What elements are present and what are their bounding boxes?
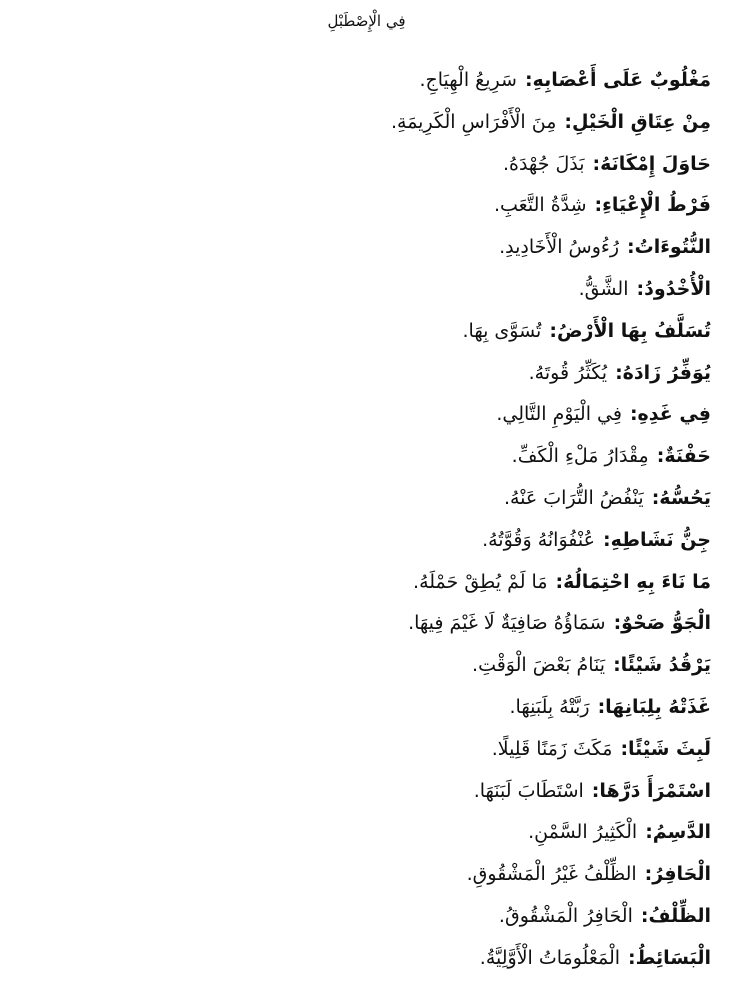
glossary-term: اسْتَمْرَأَ دَرَّهَا: xyxy=(591,779,711,802)
glossary-term: حَاوَلَ إِمْكَانَهُ: xyxy=(592,152,711,175)
glossary-definition: سَمَاؤُهُ صَافِيَةٌ لَا غَيْمَ فِيهَا. xyxy=(408,612,606,635)
glossary-entry xyxy=(21,854,711,896)
glossary-entry xyxy=(21,311,711,353)
glossary-definition: يُكَثِّرُ قُوتَهُ. xyxy=(528,361,608,384)
glossary-list xyxy=(21,60,711,980)
glossary-definition: الْكَثِيرُ السَّمْنِ. xyxy=(528,821,638,844)
glossary-definition: الشَّقُّ. xyxy=(578,277,629,300)
glossary-entry xyxy=(21,812,711,854)
glossary-term: الْبَسَائِطُ: xyxy=(628,946,711,969)
glossary-definition: الْمَعْلُومَاتُ الْأَوَّلِيَّةُ. xyxy=(479,946,621,969)
glossary-definition: رُءُوسُ الْأَخَادِيدِ. xyxy=(499,236,619,259)
glossary-term: الْأُخْدُودُ: xyxy=(636,277,711,300)
glossary-entry xyxy=(21,102,711,144)
glossary-definition: مَكَثَ زَمَنًا قَلِيلًا. xyxy=(491,737,613,760)
glossary-entry xyxy=(21,938,711,980)
glossary-term: الظِّلْفُ: xyxy=(640,904,711,927)
glossary-entry xyxy=(21,144,711,186)
glossary-entry xyxy=(21,520,711,562)
glossary-definition: رَبَّتْهُ بِلَبَنِهَا. xyxy=(509,695,590,718)
glossary-term: فِي غَدِهِ: xyxy=(629,403,711,426)
glossary-entry xyxy=(21,687,711,729)
glossary-definition: سَرِيعُ الْهِيَاجِ. xyxy=(419,69,517,91)
glossary-entry xyxy=(21,771,711,813)
glossary-definition: مَا لَمْ يُطِقْ حَمْلَهُ. xyxy=(413,570,548,593)
glossary-entry xyxy=(21,729,711,771)
glossary-definition: يَنَامُ بَعْضَ الْوَقْتِ. xyxy=(472,654,606,677)
glossary-definition: الظِّلْفُ غَيْرُ الْمَشْقُوقِ. xyxy=(466,863,637,886)
glossary-term: يُوَفِّرُ زَادَهُ: xyxy=(615,361,711,384)
glossary-term: تُسَلَّفُ بِهَا الْأَرْضُ: xyxy=(549,319,711,342)
glossary-term: لَبِثَ شَيْئًا: xyxy=(620,737,711,760)
glossary-term: يَحُسُّهُ: xyxy=(651,486,711,509)
glossary-term: النُّتُوءَاتُ: xyxy=(627,236,711,259)
glossary-term: الْجَوُّ صَحْوٌ: xyxy=(613,612,711,635)
glossary-definition: بَذَلَ جُهْدَهُ. xyxy=(502,152,585,175)
glossary-entry xyxy=(21,478,711,520)
glossary-term: جِنُّ نَشَاطِهِ: xyxy=(602,528,711,551)
glossary-definition: اسْتَطَابَ لَبَنَهَا. xyxy=(473,779,584,802)
glossary-term: يَرْقُدُ شَيْئًا: xyxy=(613,654,711,677)
glossary-entry xyxy=(21,436,711,478)
glossary-definition: مِقْدَارُ مَلْءِ الْكَفِّ. xyxy=(511,445,649,468)
glossary-entry xyxy=(21,60,711,102)
glossary-definition: شِدَّةُ التَّعَبِ. xyxy=(493,194,587,217)
glossary-definition: الْحَافِرُ الْمَشْقُوقُ. xyxy=(498,904,633,927)
glossary-entry xyxy=(21,227,711,269)
glossary-term: حَفْنَةٌ: xyxy=(656,445,711,468)
glossary-term: الدَّسِمُ: xyxy=(645,821,711,844)
glossary-definition: فِي الْيَوْمِ التَّالِي. xyxy=(496,403,622,426)
glossary-definition: تُسَوَّى بِهَا. xyxy=(462,319,542,342)
glossary-entry xyxy=(21,269,711,311)
glossary-term: الْحَافِرُ: xyxy=(644,863,711,886)
glossary-term: غَذَتْهُ بِلِبَانِهَا: xyxy=(597,695,711,718)
glossary-term: فَرْطُ الْإِعْيَاءِ: xyxy=(594,194,711,217)
glossary-entry xyxy=(21,645,711,687)
glossary-entry xyxy=(21,394,711,436)
glossary-definition: عُنْفُوَانُهُ وَقُوَّتُهُ. xyxy=(482,528,595,551)
glossary-term: مَغْلُوبٌ عَلَى أَعْصَابِهِ: xyxy=(524,69,711,91)
glossary-entry xyxy=(21,185,711,227)
page-header: فِي الْإِصْطَبْلِ xyxy=(327,12,406,30)
glossary-entry xyxy=(21,353,711,395)
glossary-term: مَا نَاءَ بِهِ احْتِمَالُهُ: xyxy=(555,570,711,593)
glossary-entry xyxy=(21,603,711,645)
glossary-definition: يَنْفُضُ التُّرَابَ عَنْهُ. xyxy=(503,486,644,509)
glossary-entry xyxy=(21,562,711,604)
glossary-definition: مِنَ الْأَفْرَاسِ الْكَرِيمَةِ. xyxy=(390,110,557,133)
glossary-term: مِنْ عِتَاقِ الْخَيْلِ: xyxy=(564,110,711,133)
glossary-entry xyxy=(21,896,711,938)
